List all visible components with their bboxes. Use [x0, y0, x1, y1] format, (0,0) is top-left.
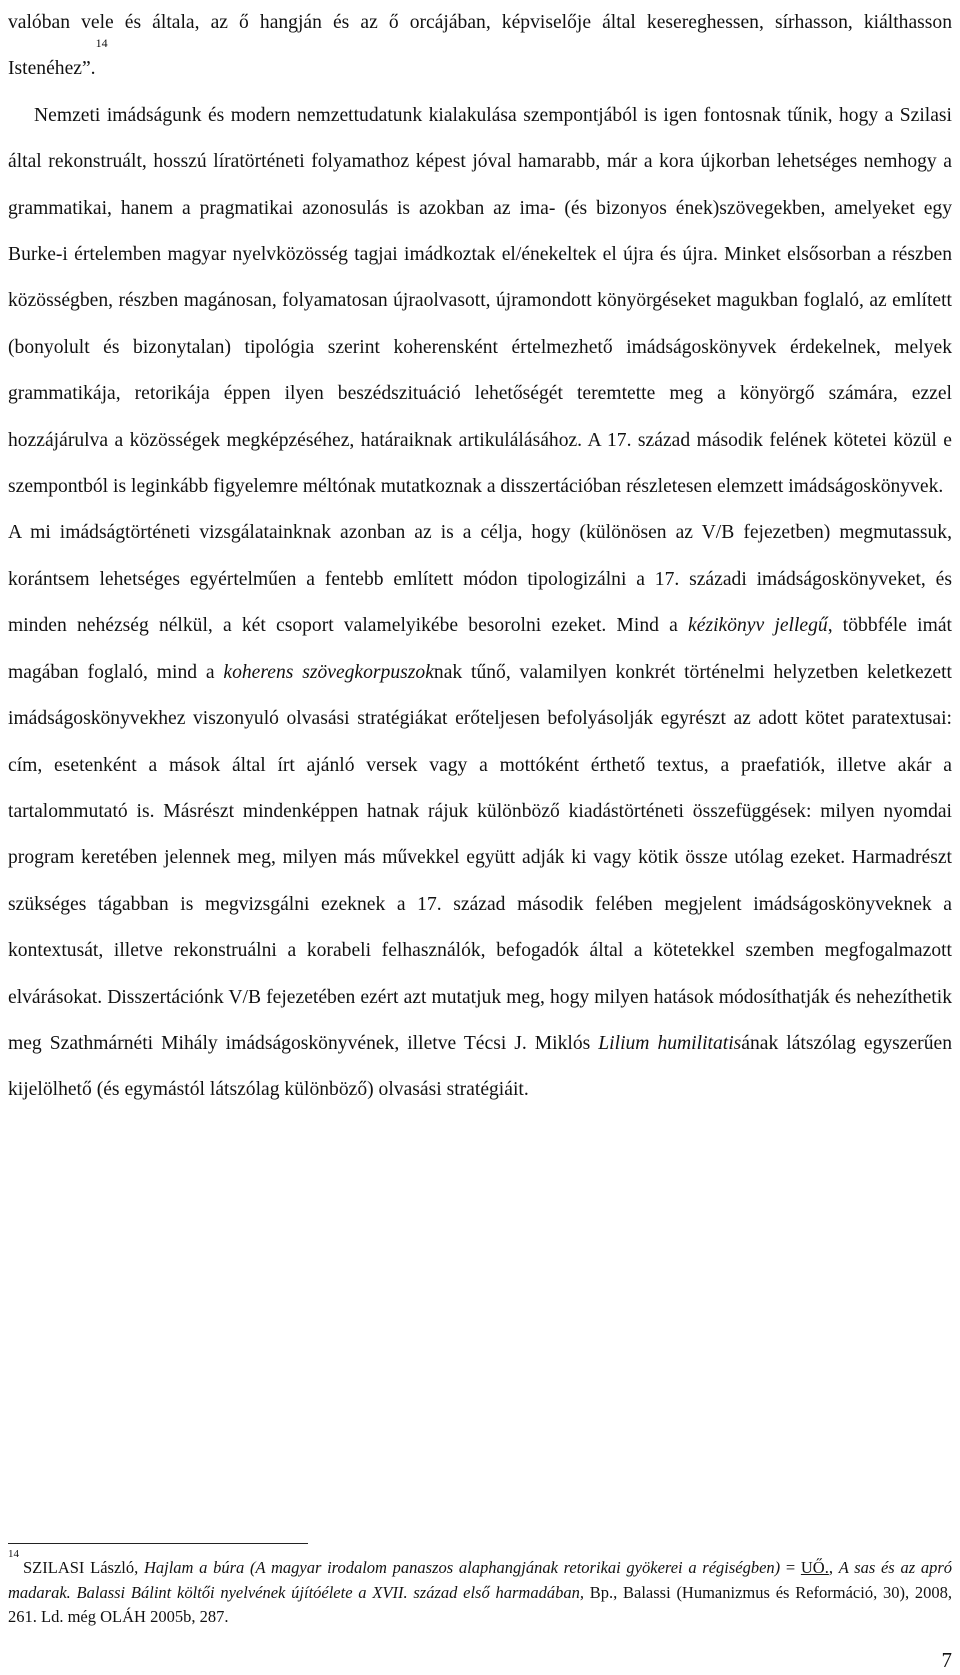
footnote-separator — [8, 1543, 308, 1544]
paragraph-3: A mi imádságtörténeti vizsgálatainknak azonban az is a célja, hogy (különösen az V/B fejezetben) megmutassuk, korántsem lehetséges egyértelműen a fentebb említett módon tipologizálni a 17. századi imádságoskönyveket, és minden nehézség nélkül, a két csoport valamelyikébe besorolni ezeket. Mind a kézikönyv jellegű, többféle imát magában foglaló, mind a koherens szövegkorpuszoknak tűnő, valamilyen konkrét történelmi helyzetben keletkezett imádságoskönyvekhez viszonyuló olvasási stratégiákat erőteljesen befolyásolják egyrészt az adott kötet paratextusai: cím, esetenként a mások által írt ajánló versek vagy a mottóként érthető textus, a praefatiók, illetve akár a tartalommutató is. Másrészt mindenképpen hatnak rájuk különböző kiadástörténeti összefüggések: milyen nyomdai program keretében jelennek meg, milyen más művekkel együtt adják ki vagy kötik össze utólag ezeket. Harmadrészt szükséges tágabban is megvizsgálni ezeknek a 17. század második felében megjelent imádságoskönyveknek a kontextusát, illetve rekonstruálni a korabeli felhasználók, befogadók által a kötetekkel szemben megfogalmazott elvárásokat. Disszertációnk V/B fejezetében ezért azt mutatjuk meg, hogy milyen hatások módosíthatják és nehezíthetik meg Szathmárnéti Mihály imádságoskönyvének, illetve Técsi J. Miklós Lilium humilitatisának látszólag egyszerűen kijelölhető (és egymástól látszólag különböző) olvasási stratégiáit. — [8, 522, 953, 1101]
footnote-14: $^{14}$SZILASI László, Hajlam a búra (A magyar irodalom panaszos alaphangjának retorikai gyökerei a régiségben) = UŐ., A sas és az apró madarak. Balassi Bálint költői nyelvének újítóélete a XVII. század első harmadában, Bp., Balassi (Humanizmus és Reformáció, 30), 2008, 261. Ld. még OLÁH 2005b, 287. — [8, 1548, 952, 1626]
emphasis-handbook: kézikönyv jellegű — [688, 615, 828, 637]
paragraph-1: valóban vele és általa, az ő hangján és az ő orcájában, képviselője által kesereghessen, sírhasson, kiálthasson Istenéhez”.$^{14}$ — [8, 12, 952, 80]
page-number: 7 — [941, 1648, 952, 1672]
emphasis-coherent-corpus: koherens szövegkorpuszok — [223, 661, 434, 683]
footnote-reference[interactable]: 14 — [95, 36, 108, 51]
paragraph-2: Nemzeti imádságunk és modern nemzettudatunk kialakulása szempontjából is igen fontosnak tűnik, hogy a Szilasi által rekonstruált, hosszú líratörténeti folyamathoz képest jóval hamarabb, már a kora újkorban lehetséges nemhogy a grammatikai, hanem a pragmatikai azonosulás is azokban az ima- (és bizonyos ének)szövegekben, amelyeket egy Burke-i értelemben magyar nyelvközösség tagjai imádkoztak el/énekeltek el újra és újra. Minket elsősorban a részben közösségben, részben magánosan, folyamatosan újraolvasott, újramondott könyörgéseket magukban foglaló, az említett (bonyolult és bizonytalan) tipológia szerint koherensként értelmezhető imádságoskönyvek érdekelnek, melyek grammatikája, retorikája éppen ilyen beszédszituáció lehetőségét teremtette meg a könyörgő számára, ezzel hozzájárulva a közösségek megképzéséhez, határaiknak artikulálásához. A 17. század második felének kötetei közül e szempontból is leginkább figyelemre méltónak mutatkoznak a disszertációban részletesen elemzett imádságoskönyvek. — [8, 104, 952, 498]
title-lilium-humilitatis: Lilium humilitatis — [598, 1032, 742, 1054]
footnote-number: 14 — [8, 1548, 19, 1560]
document-page — [8, 0, 952, 1114]
body-text — [8, 0, 952, 1114]
